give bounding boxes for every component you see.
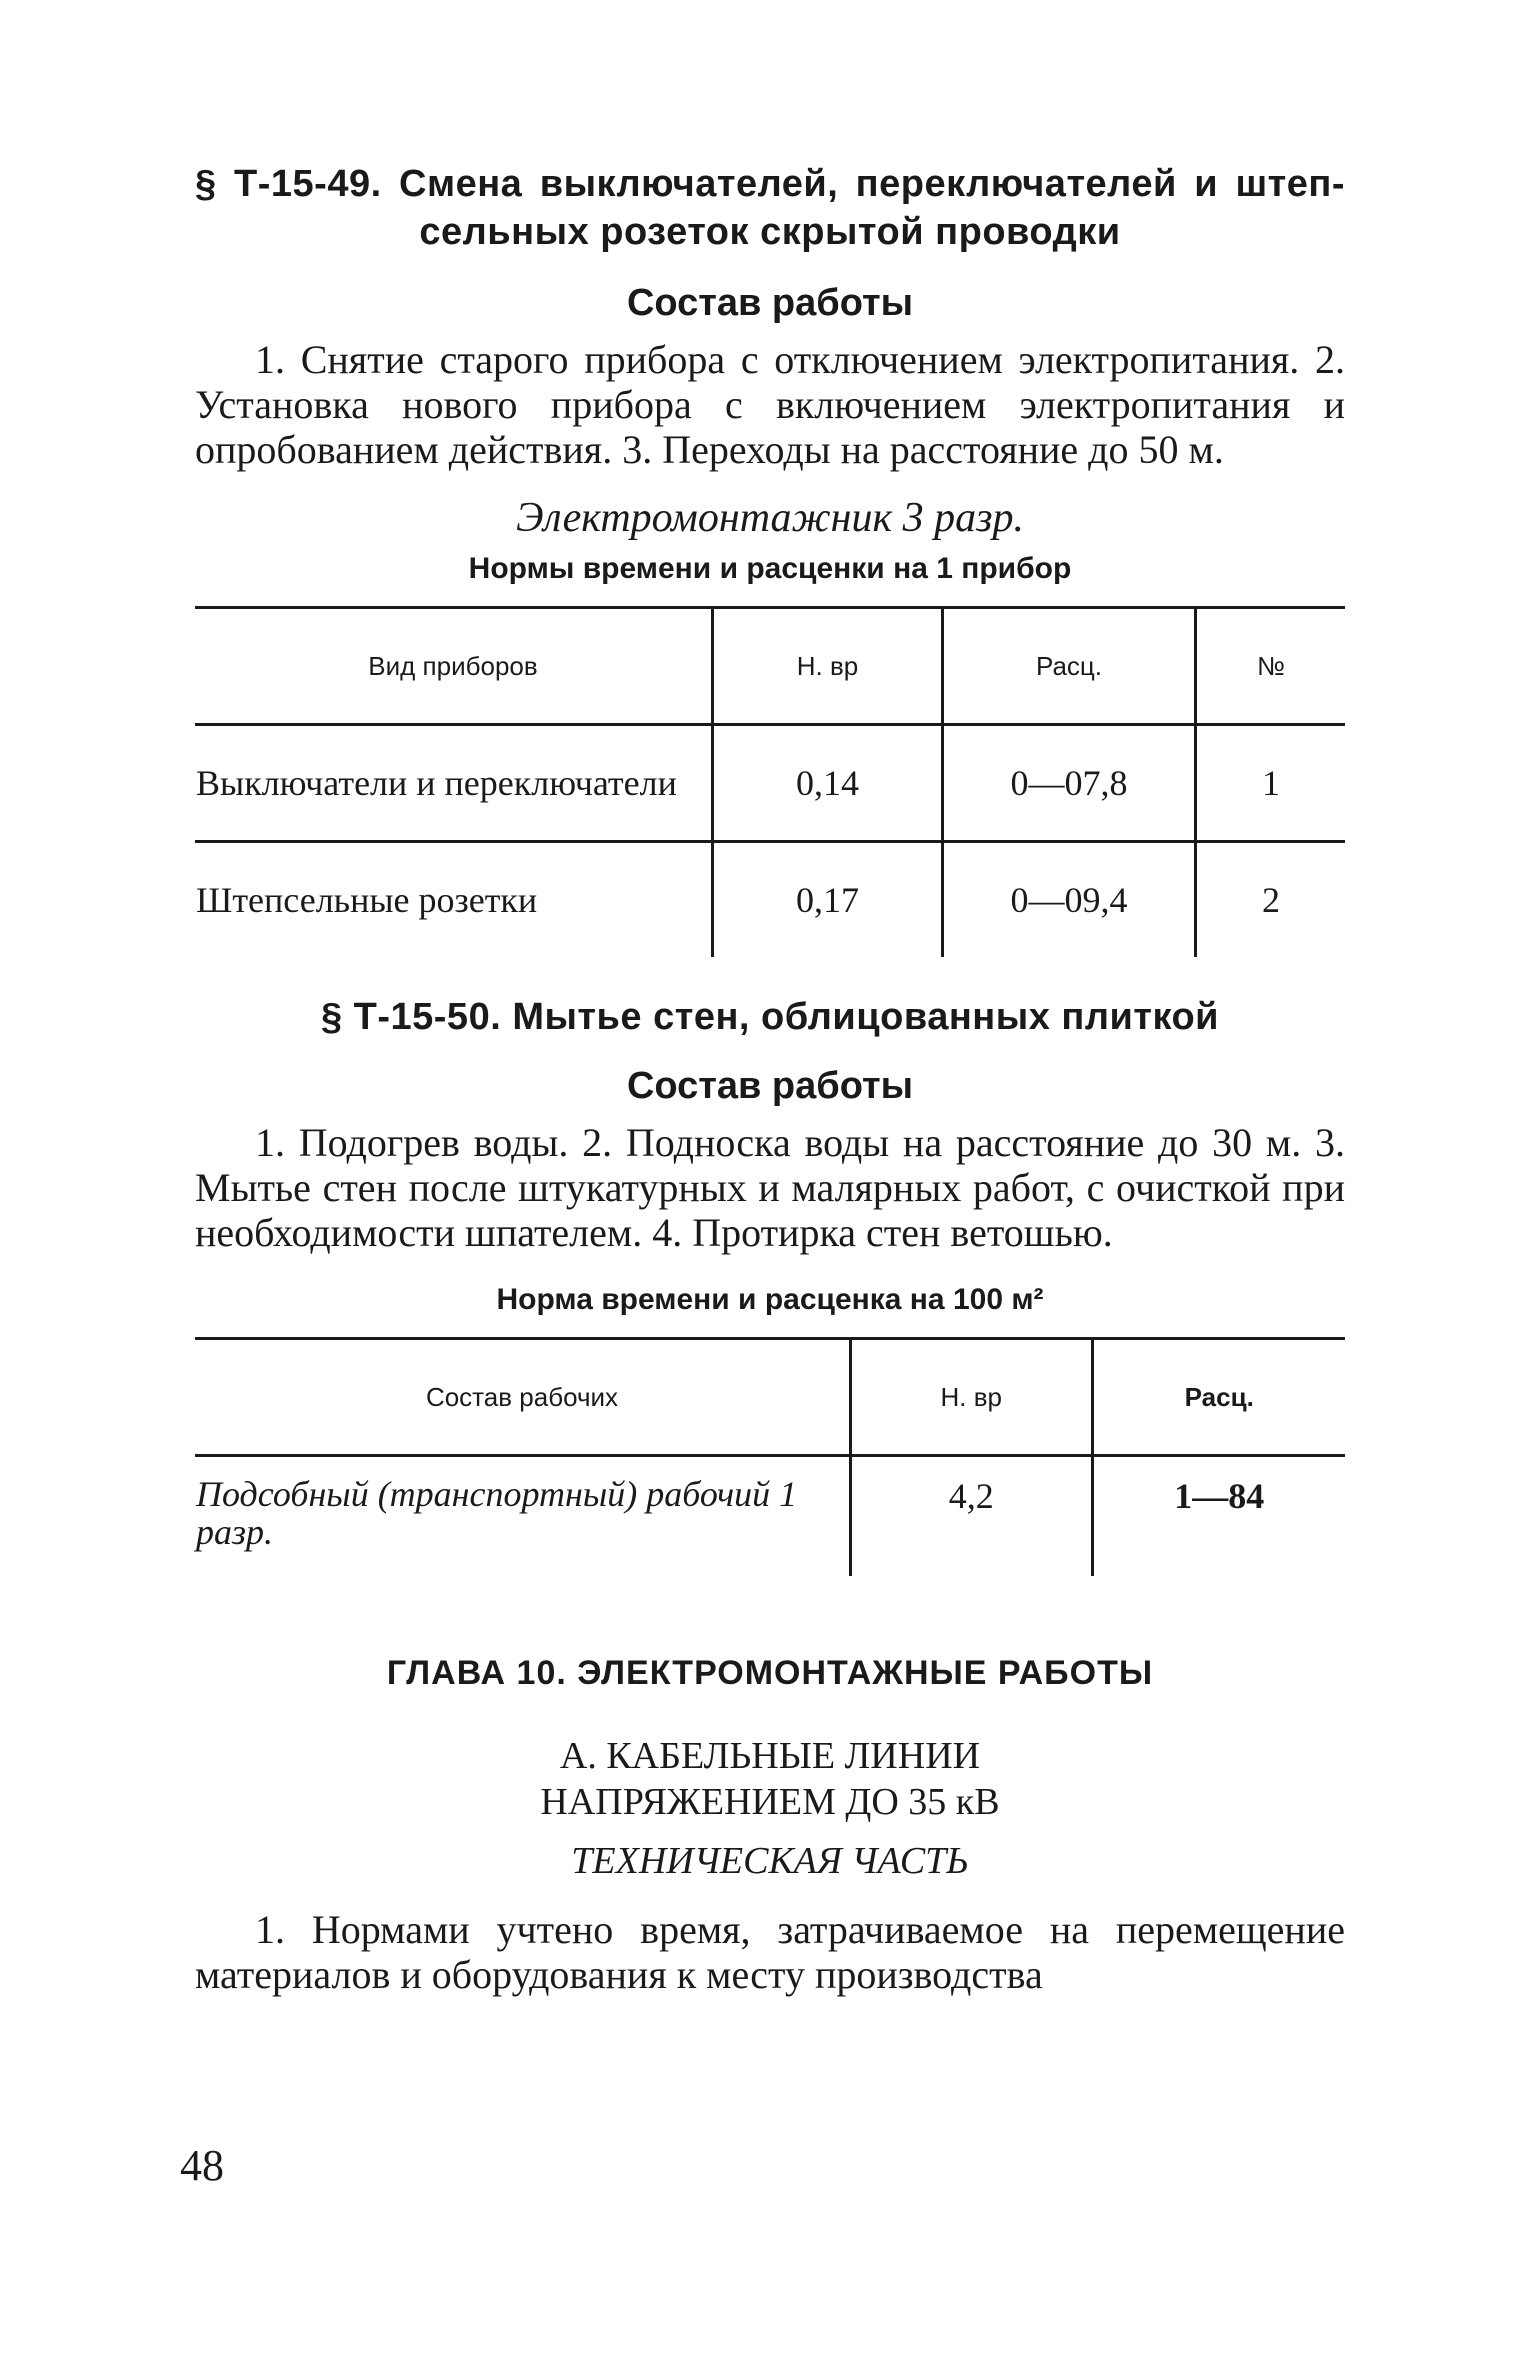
cell-nvr: 0,14 — [713, 725, 943, 842]
chapter-text: 1. Нормами учтено время, затрачиваемое на перемещение материалов и оборудования к месту производства — [195, 1907, 1345, 1997]
cell-rasc: 1—84 — [1092, 1456, 1345, 1577]
document-page — [195, 160, 1345, 1997]
work-composition-heading: Состав работы — [626, 1065, 914, 1107]
column-header: Состав рабочих — [195, 1339, 851, 1456]
cell-num: 2 — [1196, 842, 1346, 958]
chapter-title: ГЛАВА 10. ЭЛЕКТРОМОНТАЖНЫЕ РАБОТЫ — [386, 1654, 1154, 1692]
cell-name: Подсобный (транспортный) рабочий 1 разр. — [196, 1474, 798, 1552]
table-row — [195, 1456, 1345, 1577]
column-header: Вид приборов — [195, 608, 713, 725]
table-caption: Нормы времени и расценки на 1 прибор — [468, 552, 1072, 585]
cell-name: Штепсельные розетки — [196, 880, 538, 920]
work-composition-text: 1. Снятие старого прибора с отключением электропитания. 2. Установка нового прибора с включением электропитания и опробованием действия. 3. Переходы на расстояние до 50 м. — [195, 337, 1345, 472]
worker-grade: Электромонтажник 3 разр. — [516, 495, 1024, 541]
page-number: 48 — [180, 2141, 224, 2190]
column-header: Н. вр — [851, 1339, 1093, 1456]
column-header: Расц. — [943, 608, 1196, 725]
work-composition-text: 1. Подогрев воды. 2. Подноска воды на расстояние до 30 м. 3. Мытье стен после штукатурных и малярных работ, с очисткой при необходимости шпателем. 4. Протирка стен ветошью. — [195, 1120, 1345, 1255]
section-title: § Т-15-50. Мытье стен, облицованных плиткой — [320, 996, 1220, 1038]
table-row — [195, 725, 1345, 842]
norms-table — [195, 1337, 1345, 1576]
cell-nvr: 0,17 — [713, 842, 943, 958]
column-header: Расц. — [1092, 1339, 1345, 1456]
cell-num: 1 — [1196, 725, 1346, 842]
cell-rasc: 0—09,4 — [943, 842, 1196, 958]
norms-table — [195, 606, 1345, 957]
section-title: § Т-15-49. Смена выключателей, переключателей и штеп- сельных розеток скрытой проводки — [195, 163, 1345, 253]
work-composition-heading: Состав работы — [626, 282, 914, 324]
table-caption: Норма времени и расценка на 100 м² — [496, 1283, 1044, 1316]
column-header: № — [1196, 608, 1346, 725]
technical-part-heading: ТЕХНИЧЕСКАЯ ЧАСТЬ — [571, 1840, 969, 1882]
subsection-title: НАПРЯЖЕНИЕМ ДО 35 кВ — [540, 1781, 1000, 1823]
column-header: Н. вр — [713, 608, 943, 725]
table-row — [195, 842, 1345, 958]
subsection-title: А. КАБЕЛЬНЫЕ ЛИНИИ — [559, 1735, 981, 1777]
cell-nvr: 4,2 — [851, 1456, 1093, 1577]
cell-name: Выключатели и переключатели — [195, 725, 713, 842]
cell-rasc: 0—07,8 — [943, 725, 1196, 842]
